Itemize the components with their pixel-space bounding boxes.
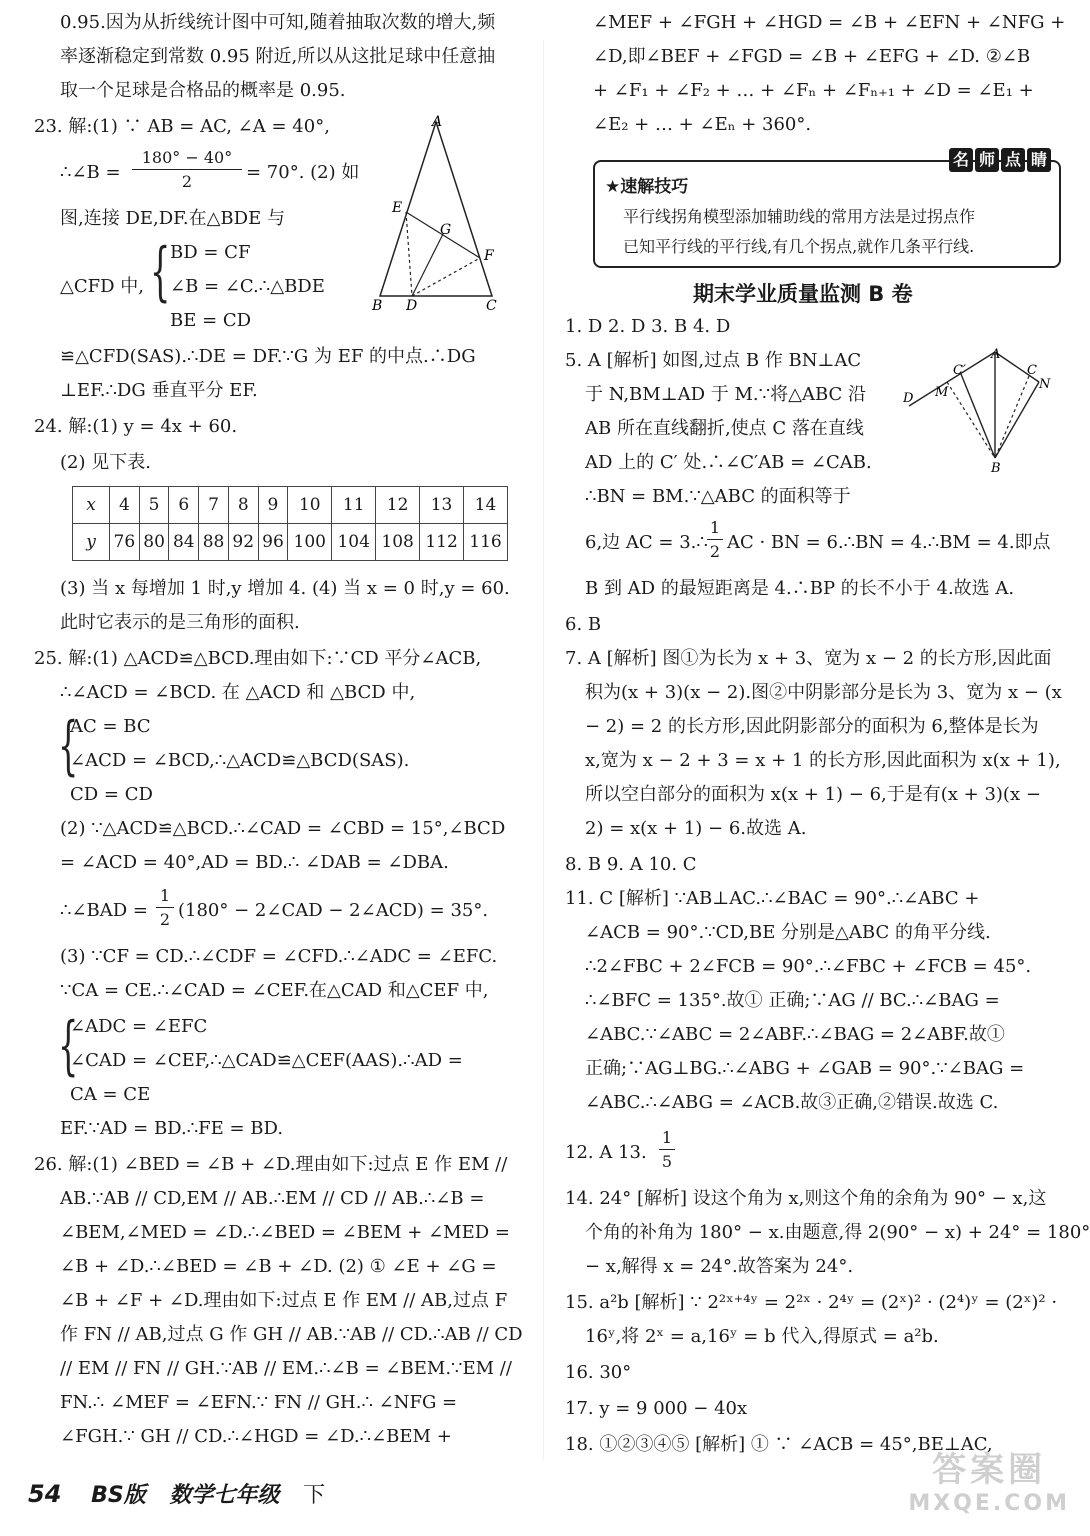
page-footer xyxy=(28,1478,341,1509)
text-line: B 到 AD 的最短距离是 4.∴BP 的长不小于 4.故选 A. xyxy=(585,578,1015,599)
text-line: 取一个足球是合格品的概率是 0.95. xyxy=(60,80,346,101)
table-row xyxy=(73,524,508,561)
text-line: ∠B + ∠D.∴∠BED = ∠B + ∠D. (2) ① ∠E + ∠G = xyxy=(60,1256,497,1277)
triangle-figure xyxy=(368,112,508,318)
text-line: AB.∵AB // CD,EM // AB.∴EM // CD // AB.∴∠B = xyxy=(60,1188,485,1209)
volume-label: 下 xyxy=(303,1483,326,1508)
text-line: 于 N,BM⊥AD 于 M.∵将△ABC 沿 xyxy=(585,384,867,405)
table-cell: 100 xyxy=(288,524,332,561)
tip-line: 平行线拐角模型添加辅助线的常用方法是过拐点作 xyxy=(623,207,976,226)
table-cell: 112 xyxy=(420,524,464,561)
watermark-url: MXQE.COM xyxy=(908,1491,1070,1516)
label-G: G xyxy=(440,222,452,238)
table-cell: 10 xyxy=(288,487,332,524)
table-row xyxy=(73,487,508,524)
text-line: ∵CA = CE.∴∠CAD = ∠CEF.在△CAD 和△CEF 中, xyxy=(60,980,489,1001)
label-N: N xyxy=(1039,377,1051,392)
label-B: B xyxy=(991,461,1001,476)
badge-char: 师 xyxy=(975,148,999,172)
text-line: ∴∠BAD = xyxy=(60,900,148,921)
answer-line: 6. B xyxy=(565,614,602,635)
text-line: ∴∠BFC = 135°.故① 正确;∵AG // BC.∴∠BAG = xyxy=(585,990,1000,1011)
badge-char: 名 xyxy=(949,148,973,172)
fraction xyxy=(707,518,723,561)
text-line: ∴∠ACD = ∠BCD. 在 △ACD 和 △BCD 中, xyxy=(60,682,416,703)
badge-char: 点 xyxy=(1001,148,1025,172)
text-line: ∠MEF + ∠FGH + ∠HGD = ∠B + ∠EFN + ∠NFG + xyxy=(593,12,1066,33)
text-line: 个角的补角为 180° − x.由题意,得 2(90° − x) + 24° = 180° xyxy=(585,1222,1090,1243)
text-line: 图,连接 DE,DF.在△BDE 与 xyxy=(60,208,285,229)
text-line: ∴∠B = xyxy=(60,162,121,183)
fold-figure xyxy=(903,346,1063,478)
answer-line: 16. 30° xyxy=(565,1362,632,1383)
text-line: ≌△CFD(SAS).∴DE = DF.∵G 为 EF 的中点.∴DG xyxy=(60,346,476,367)
label-B: B xyxy=(372,298,383,314)
answer-line: 7. A [解析] 图①为长为 x + 3、宽为 x − 2 的长方形,因此面 xyxy=(565,648,1052,669)
text-line: (3) 当 x 每增加 1 时,y 增加 4. (4) 当 x = 0 时,y = 60. xyxy=(60,578,510,599)
watermark-logo xyxy=(908,1442,1070,1516)
answer-line: 15. a²b [解析] ∵ 2²ˣ⁺⁴ʸ = 2²ˣ · 2⁴ʸ = (2ˣ)² · (2⁴)ʸ = (2ˣ)² · xyxy=(565,1292,1058,1313)
text-line: ∠B + ∠F + ∠D.理由如下:过点 E 作 EM // AB,过点 F xyxy=(60,1290,508,1311)
label-D: D xyxy=(903,391,914,406)
left-brace: { xyxy=(58,1009,79,1083)
tip-line: 已知平行线的平行线,有几个拐点,就作几条平行线. xyxy=(623,237,975,256)
text-line: 作 FN // AB,过点 G 作 GH // AB.∵AB // CD.∴AB // CD xyxy=(60,1324,523,1345)
q23-line: 23. 解:(1) ∵ AB = AC, ∠A = 40°, xyxy=(34,116,330,137)
table-cell: 4 xyxy=(110,487,140,524)
left-brace: { xyxy=(58,709,79,783)
answer-line: 8. B 9. A 10. C xyxy=(565,854,697,875)
table-cell: 14 xyxy=(464,487,508,524)
table-cell: x xyxy=(73,487,110,524)
table-cell: 108 xyxy=(376,524,420,561)
tip-badge xyxy=(949,148,1051,172)
text-line: − 2) = 2 的长方形,因此阴影部分的面积为 6,整体是长为 xyxy=(585,716,1039,737)
table-cell: 116 xyxy=(464,524,508,561)
fraction-denominator: 2 xyxy=(181,172,193,191)
text-line: ∠ACB = 90°.∵CD,BE 分别是△ABC 的角平分线. xyxy=(585,922,991,943)
text-line: ∴BN = BM.∵△ABC 的面积等于 xyxy=(585,486,851,507)
table-cell: 11 xyxy=(332,487,376,524)
text-line: = ∠ACD = 40°,AD = BD.∴ ∠DAB = ∠DBA. xyxy=(60,852,449,873)
table-cell: 88 xyxy=(199,524,229,561)
label-D: D xyxy=(406,298,418,314)
text-line: ∠FGH.∵ GH // CD.∴∠HGD = ∠D.∴∠BEM + xyxy=(60,1426,452,1447)
table-cell: 96 xyxy=(258,524,288,561)
label-C: C xyxy=(1027,363,1037,378)
answer-line: 12. A 13. xyxy=(565,1142,647,1163)
table-cell: 9 xyxy=(258,487,288,524)
text-line: EF.∵AD = BD.∴FE = BD. xyxy=(60,1118,284,1139)
fraction-denominator: 2 xyxy=(159,910,171,929)
text-line: 2) = x(x + 1) − 6.故选 A. xyxy=(585,818,807,839)
brace-line: ∠ACD = ∠BCD,∴△ACD≌△BCD(SAS). xyxy=(70,750,410,771)
text-line: 6,边 AC = 3.∴ xyxy=(585,532,708,553)
label-E: E xyxy=(392,200,403,216)
text-line: ⊥EF.∴DG 垂直平分 EF. xyxy=(60,380,258,401)
table-cell: 8 xyxy=(228,487,258,524)
text-line: AD 上的 C′ 处.∴∠C′AB = ∠CAB. xyxy=(585,452,872,473)
label-A: A xyxy=(991,347,1001,362)
fraction-numerator: 1 xyxy=(159,886,171,905)
column-gap xyxy=(543,40,544,1460)
fraction-denominator: 5 xyxy=(661,1152,673,1171)
label-C-prime: C′ xyxy=(953,363,966,378)
text-line: (3) ∵CF = CD.∴∠CDF = ∠CFD.∴∠ADC = ∠EFC. xyxy=(60,946,498,967)
fraction-numerator: 180° − 40° xyxy=(141,148,233,167)
fraction xyxy=(156,886,174,929)
fraction-denominator: 2 xyxy=(709,542,721,561)
text-line: (2) 见下表. xyxy=(60,452,151,473)
brace-line: CA = CE xyxy=(70,1084,151,1105)
edition-label: BS版 xyxy=(91,1483,146,1508)
text-line: 此时它表示的是三角形的面积. xyxy=(60,612,300,633)
subject-label: 数学七年级 xyxy=(169,1483,280,1508)
text-line: ∠ABC.∴∠ABG = ∠ACB.故③正确,②错误.故选 C. xyxy=(585,1092,999,1113)
text-line: ∠E₂ + … + ∠Eₙ + 360°. xyxy=(593,114,812,135)
badge-char: 睛 xyxy=(1027,148,1051,172)
text-line: △CFD 中, xyxy=(60,276,144,297)
table-cell: y xyxy=(73,524,110,561)
text-line: // EM // FN // GH.∵AB // EM.∴∠B = ∠BEM.∵EM // xyxy=(60,1358,512,1379)
brace-line: ∠ADC = ∠EFC xyxy=(70,1016,208,1037)
label-M: M xyxy=(935,385,949,400)
tip-box xyxy=(593,150,1061,268)
q25-line: 25. 解:(1) △ACD≌△BCD.理由如下:∵CD 平分∠ACB, xyxy=(34,648,482,669)
table-cell: 12 xyxy=(376,487,420,524)
answer-line: 14. 24° [解析] 设这个角为 x,则这个角的余角为 90° − x,这 xyxy=(565,1188,1047,1209)
table-cell: 6 xyxy=(169,487,199,524)
answer-line: 1. D 2. D 3. B 4. D xyxy=(565,316,731,337)
text-line: 正确;∵AG⊥BG.∴∠ABG + ∠GAB = 90°.∵∠BAG = xyxy=(585,1058,1025,1079)
text-line: ∠BEM,∠MED = ∠D.∴∠BED = ∠BEM + ∠MED = xyxy=(60,1222,510,1243)
text-line: ∠D,即∠BEF + ∠FGD = ∠B + ∠EFG + ∠D. ②∠B xyxy=(593,46,1031,67)
brace-line: ∠CAD = ∠CEF,∴△CAD≌△CEF(AAS).∴AD = xyxy=(70,1050,463,1071)
text-line: − x,解得 x = 24°.故答案为 24°. xyxy=(585,1256,854,1277)
fraction xyxy=(659,1128,675,1171)
page-number: 54 xyxy=(28,1480,62,1508)
fraction-numerator: 1 xyxy=(709,518,721,537)
table-cell: 76 xyxy=(110,524,140,561)
q26-line: 26. 解:(1) ∠BED = ∠B + ∠D.理由如下:过点 E 作 EM // xyxy=(34,1154,508,1175)
tip-title: ★速解技巧 xyxy=(605,177,689,197)
value-table xyxy=(72,486,508,561)
text-line: = 70°. (2) 如 xyxy=(246,162,360,183)
label-C: C xyxy=(486,298,497,314)
text-line: 所以空白部分的面积为 x(x + 1) − 6,于是有(x + 3)(x − xyxy=(585,784,1041,805)
text-line: 率逐渐稳定到常数 0.95 附近,所以从这批足球中任意抽 xyxy=(60,46,496,67)
text-line: + ∠F₁ + ∠F₂ + … + ∠Fₙ + ∠Fₙ₊₁ + ∠D = ∠E₁ + xyxy=(593,80,1034,101)
text-line: AB 所在直线翻折,使点 C 落在直线 xyxy=(585,418,864,439)
answer-line: 5. A [解析] 如图,过点 B 作 BN⊥AC xyxy=(565,350,862,371)
text-line: ∴2∠FBC + 2∠FCB = 90°.∴∠FBC + ∠FCB = 45°. xyxy=(585,956,1032,977)
table-cell: 80 xyxy=(139,524,169,561)
table-cell: 7 xyxy=(199,487,229,524)
text-line: 积为(x + 3)(x − 2).图②中阴影部分是长为 3、宽为 x − (x xyxy=(585,682,1062,703)
table-cell: 104 xyxy=(332,524,376,561)
table-cell: 84 xyxy=(169,524,199,561)
table-cell: 92 xyxy=(228,524,258,561)
table-cell: 5 xyxy=(139,487,169,524)
watermark-text: 答案圈 xyxy=(932,1450,1047,1490)
label-A: A xyxy=(432,114,443,130)
table-cell: 13 xyxy=(420,487,464,524)
brace-line: BD = CF xyxy=(170,242,251,263)
text-line: (2) ∵△ACD≌△BCD.∴∠CAD = ∠CBD = 15°,∠BCD xyxy=(60,818,506,839)
label-F: F xyxy=(484,248,494,264)
brace-line: AC = BC xyxy=(70,716,151,737)
brace-line: CD = CD xyxy=(70,784,153,805)
fraction xyxy=(132,148,242,191)
brace-line: ∠B = ∠C.∴△BDE xyxy=(170,276,325,297)
brace-line: BE = CD xyxy=(170,310,252,331)
answer-line: 18. ①②③④⑤ [解析] ① ∵ ∠ACB = 45°,BE⊥AC, xyxy=(565,1434,993,1455)
text-line: ∠ABC.∵∠ABC = 2∠ABF.∴∠BAG = 2∠ABF.故① xyxy=(585,1024,1005,1045)
q24-line: 24. 解:(1) y = 4x + 60. xyxy=(34,416,238,437)
text-line: x,宽为 x − 2 + 3 = x + 1 的长方形,因此面积为 x(x + 1), xyxy=(585,750,1061,771)
text-line: 16ʸ,将 2ˣ = a,16ʸ = b 代入,得原式 = a²b. xyxy=(585,1326,939,1347)
text-line: 0.95.因为从折线统计图中可知,随着抽取次数的增大,频 xyxy=(60,12,496,33)
text-line: FN.∴ ∠MEF = ∠EFN.∵ FN // GH.∴ ∠NFG = xyxy=(60,1392,458,1413)
fraction-numerator: 1 xyxy=(661,1128,673,1147)
left-brace: { xyxy=(150,235,171,309)
section-title: 期末学业质量监测 B 卷 xyxy=(693,282,913,306)
answer-line: 11. C [解析] ∵AB⊥AC.∴∠BAC = 90°.∴∠ABC + xyxy=(565,888,980,909)
text-line: (180° − 2∠CAD − 2∠ACD) = 35°. xyxy=(178,900,489,921)
answer-line: 17. y = 9 000 − 40x xyxy=(565,1398,748,1419)
text-line: AC · BN = 6.∴BN = 4.∴BM = 4.即点 xyxy=(727,532,1051,553)
